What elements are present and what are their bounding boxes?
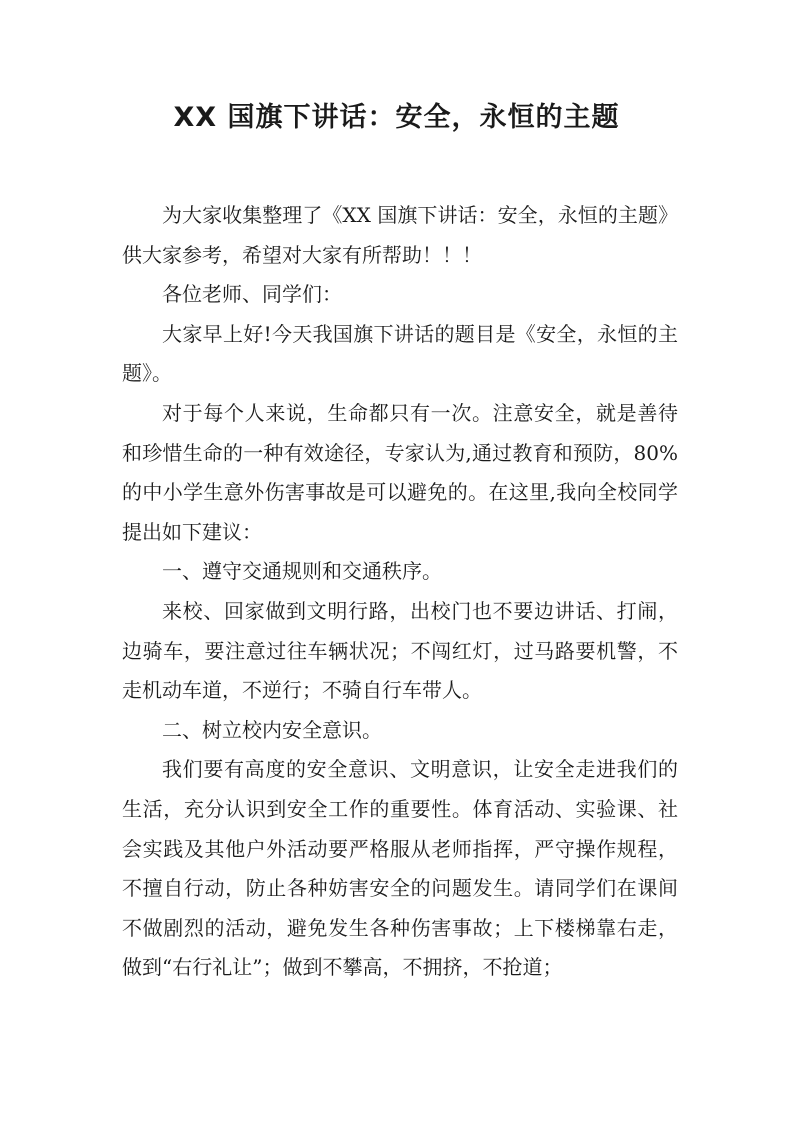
paragraph-campus-safety: 我们要有高度的安全意识、文明意识，让安全走进我们的生活，充分认识到安全工作的重要性。体育活动、实验课、社会实践及其他户外活动要严格服从老师指挥，严守操作规程，不擅自行动，防止各种妨害安全的问题发生。请同学们在课间不做剧烈的活动，避免发生各种伤害事故；上下楼梯靠右走，做到“右行礼让”；做到不攀高，不拥挤，不抢道； xyxy=(122,757,678,980)
section-heading-campus-safety: 二、树立校内安全意识。 xyxy=(162,717,382,742)
paragraph-topic: 大家早上好!今天我国旗下讲话的题目是《安全，永恒的主题》。 xyxy=(122,321,678,386)
document-title: XX 国旗下讲话：安全，永恒的主题 xyxy=(173,102,620,133)
paragraph-greeting: 各位老师、同学们： xyxy=(162,282,342,307)
paragraph-life: 对于每个人来说，生命都只有一次。注意安全，就是善待和珍惜生命的一种有效途径，专家认为,通过教育和预防，80%的中小学生意外伤害事故是可以避免的。在这里,我向全校同学提出如下建议： xyxy=(122,400,678,544)
paragraph-traffic: 来校、回家做到文明行路，出校门也不要边讲话、打闹，边骑车，要注意过往车辆状况；不闯红灯，过马路要机警，不走机动车道，不逆行；不骑自行车带人。 xyxy=(122,598,678,703)
document-body xyxy=(122,196,678,988)
section-heading-traffic: 一、遵守交通规则和交通秩序。 xyxy=(162,559,442,584)
paragraph-intro: 为大家收集整理了《XX 国旗下讲话：安全，永恒的主题》供大家参考，希望对大家有所帮助！！！ xyxy=(122,203,678,267)
